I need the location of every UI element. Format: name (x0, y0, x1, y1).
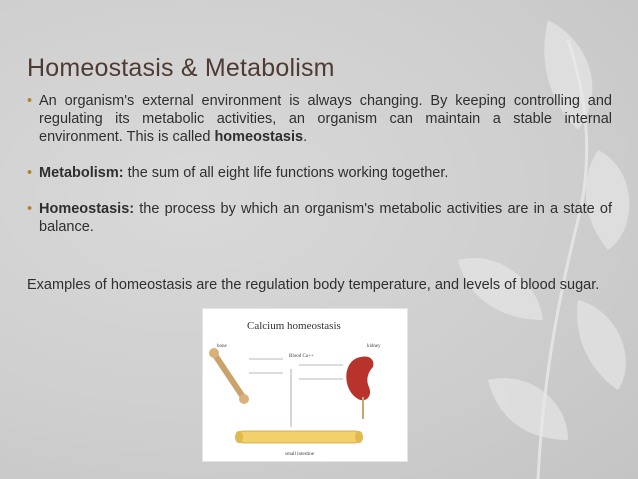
bone-label: bone (217, 344, 227, 349)
bullet-icon: • (27, 165, 33, 181)
blood-calcium-label: Blood Ca++ (289, 354, 314, 359)
bullet-icon: • (27, 93, 33, 109)
bullet-item (27, 92, 612, 146)
bullet-list (27, 92, 612, 254)
calcium-homeostasis-figure (202, 308, 408, 462)
kidney-label: kidney (367, 344, 381, 349)
bullet-bold-term: Metabolism: (39, 165, 124, 181)
kidney-illustration (346, 356, 373, 419)
bullet-text-end: . (303, 129, 308, 145)
bullet-bold-term: homeostasis (214, 129, 304, 145)
bone-illustration (209, 348, 249, 404)
bullet-icon: • (27, 201, 33, 217)
body-paragraph: Examples of homeostasis are the regulation body temperature, and levels of blood sugar. (27, 277, 600, 293)
bullet-text: An organism's external environment is always changing. By keeping controlling and regulating its metabolic activities, an organism can maintain a stable internal environment. This is called (39, 93, 612, 145)
bullet-text: the sum of all eight life functions working together. (123, 165, 449, 181)
figure-title: Calcium homeostasis (247, 320, 341, 332)
bullet-bold-term: Homeostasis: (39, 201, 135, 217)
bullet-text: the process by which an organism's metabolic activities are in a state of balance. (39, 201, 612, 235)
bullet-item (27, 164, 612, 182)
bullet-item (27, 200, 612, 236)
slide-title: Homeostasis & Metabolism (27, 54, 335, 82)
small-intestine-label: small intestine (285, 452, 315, 457)
small-intestine-illustration (235, 431, 363, 443)
